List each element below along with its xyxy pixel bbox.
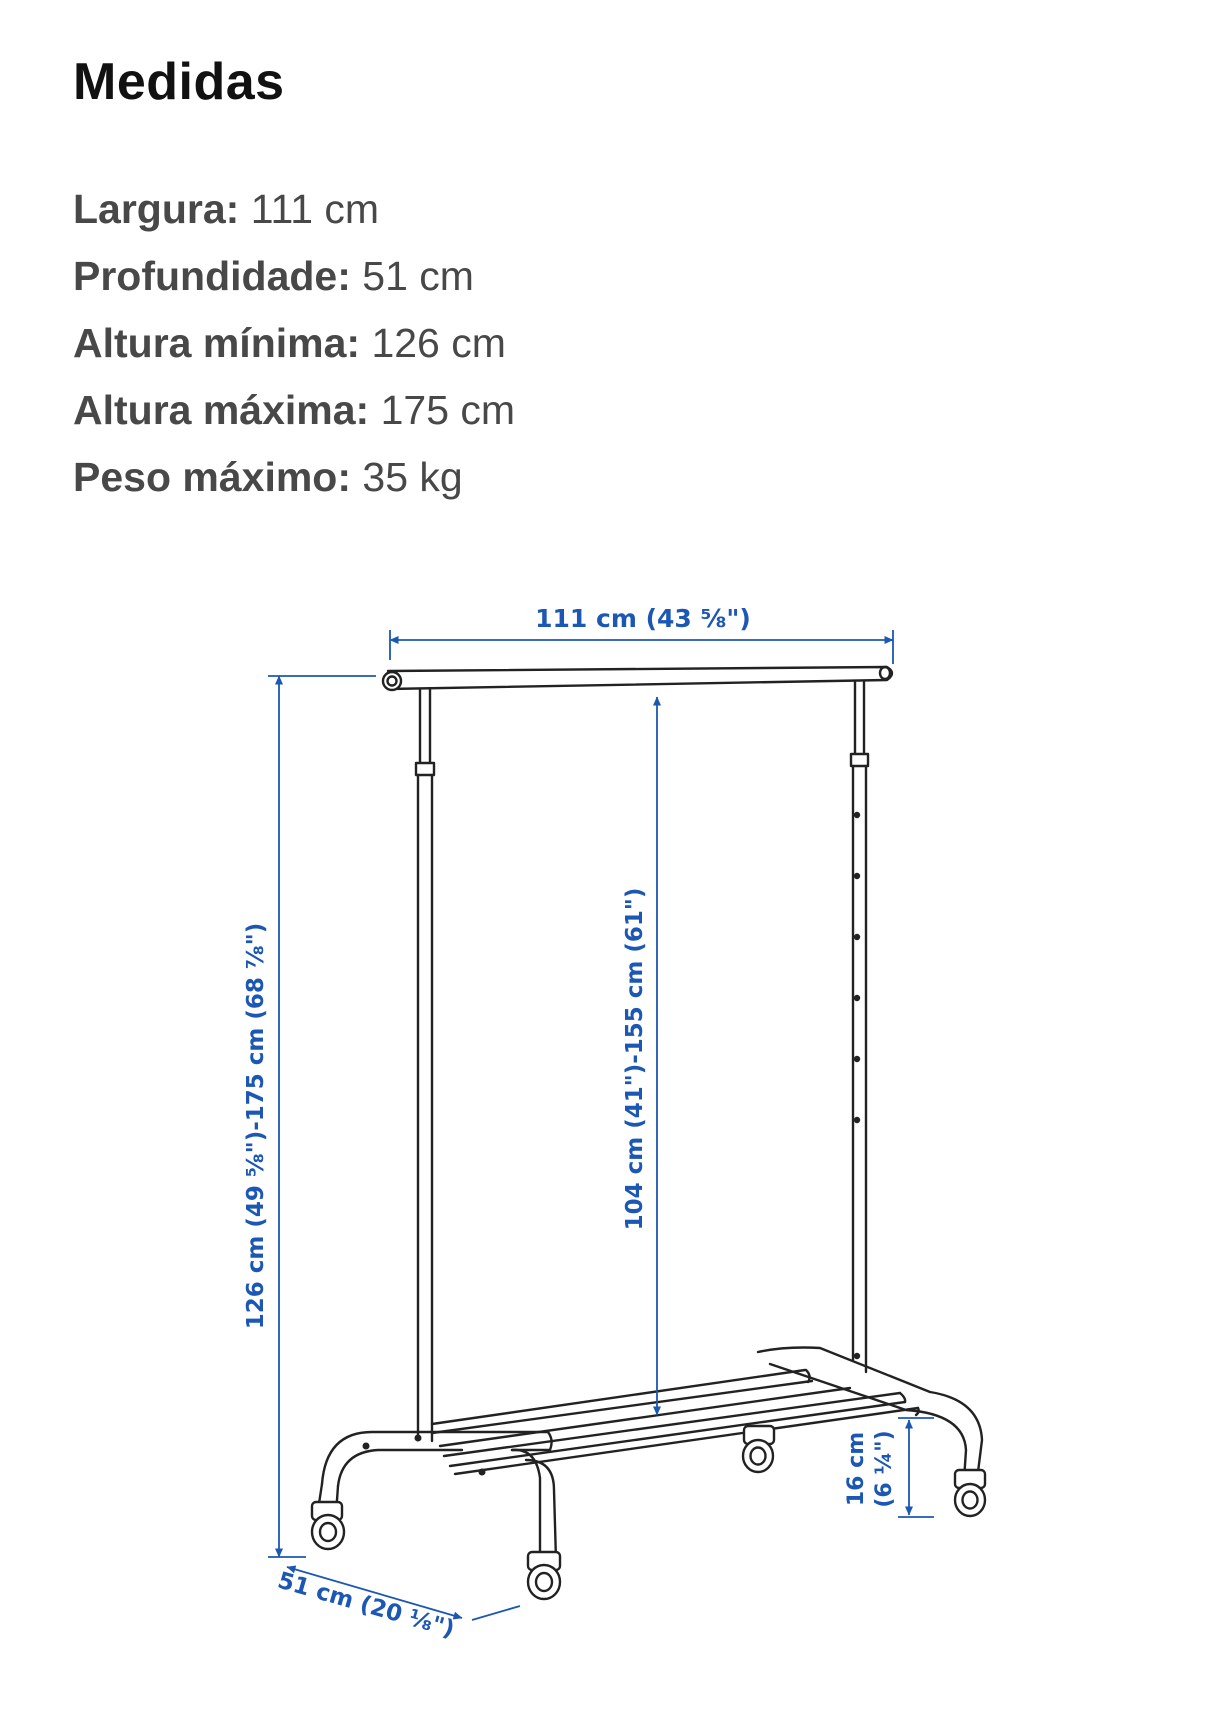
adjustment-holes: [854, 812, 860, 1359]
spec-label: Largura:: [73, 186, 240, 232]
shelf-height-dimension-label-imperial: (6 ¼"): [872, 1430, 897, 1508]
left-upright: [416, 689, 434, 1441]
spec-value: 175 cm: [380, 387, 516, 433]
spec-label: Profundidade:: [73, 253, 351, 299]
spec-label: Altura máxima:: [73, 387, 370, 433]
dimension-lines: [268, 630, 934, 1620]
rail-height-dimension-label: 104 cm (41")-155 cm (61"): [622, 887, 648, 1231]
caster-wheel: [955, 1470, 985, 1516]
right-upright: [851, 682, 868, 1372]
spec-value: 51 cm: [362, 253, 474, 299]
shelf-height-dimension-label: 16 cm: [844, 1431, 869, 1507]
spec-value: 126 cm: [371, 320, 506, 366]
spec-value: 35 kg: [362, 454, 463, 500]
spec-value: 111 cm: [250, 186, 380, 232]
spec-label: Peso máximo:: [73, 454, 351, 500]
caster-wheel: [743, 1426, 774, 1472]
caster-wheel: [312, 1502, 344, 1549]
left-base-frame: [318, 1432, 556, 1560]
width-dimension-label: 111 cm (43 ⅝"): [535, 604, 751, 633]
top-rail: [383, 667, 892, 690]
depth-dimension-label: 51 cm (20 ⅛"): [274, 1567, 458, 1643]
total-height-dimension-label: 126 cm (49 ⅝")-175 cm (68 ⅞"): [243, 922, 269, 1330]
page-title: Medidas: [73, 53, 285, 111]
caster-wheel: [528, 1552, 560, 1599]
spec-label: Altura mínima:: [73, 320, 361, 366]
